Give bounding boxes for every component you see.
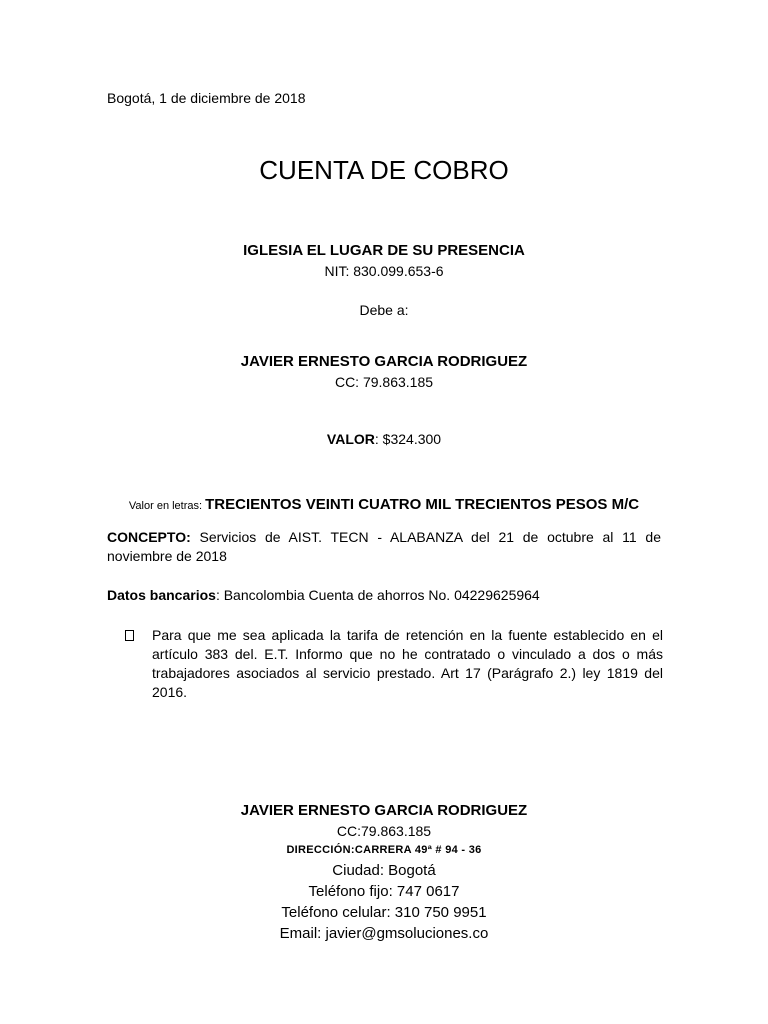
concepto-text: Servicios de AIST. TECN - ALABANZA del 21 de octubre al 11 de noviembre de 2018	[107, 529, 661, 564]
signature-name: JAVIER ERNESTO GARCIA RODRIGUEZ	[240, 802, 528, 819]
datos-bancarios-text: : Bancolombia Cuenta de ahorros No. 04229625964	[215, 587, 540, 603]
note-text: Para que me sea aplicada la tarifa de retención en la fuente establecido en el artículo 383 del. E.T. Informo que no he contratado o vinculado a dos o más trabajadores asociados al servicio prestado. Art 17 (Parágrafo 2.) ley 1819 del 2016.	[152, 627, 663, 700]
debtor-nit: NIT: 830.099.653-6	[324, 263, 444, 279]
note-bullet-item	[125, 626, 663, 702]
valor-letras-line	[0, 496, 768, 513]
concepto-paragraph	[107, 528, 661, 566]
datos-bancarios-paragraph	[107, 586, 661, 605]
signature-cc: CC:79.863.185	[336, 823, 432, 839]
signature-direccion: DIRECCIÓN:CARRERA 49ª # 94 - 36	[286, 844, 482, 856]
valor-amount: : $324.300	[374, 431, 442, 447]
signature-telefono-celular: Teléfono celular: 310 750 9951	[281, 904, 487, 921]
concepto-label: CONCEPTO:	[107, 529, 191, 545]
debtor-name: IGLESIA EL LUGAR DE SU PRESENCIA	[243, 242, 525, 259]
valor-letras-label: Valor en letras:	[128, 500, 206, 512]
debe-a-label: Debe a:	[359, 302, 409, 318]
creditor-name: JAVIER ERNESTO GARCIA RODRIGUEZ	[240, 353, 528, 370]
valor-label: VALOR	[326, 431, 375, 447]
valor-line	[0, 431, 768, 447]
signature-telefono-fijo: Teléfono fijo: 747 0617	[308, 883, 460, 900]
box-glyph-icon	[125, 626, 152, 702]
creditor-cc: CC: 79.863.185	[334, 374, 434, 390]
valor-letras-text: TRECIENTOS VEINTI CUATRO MIL TRECIENTOS PESOS M/C	[205, 496, 640, 513]
date-line: Bogotá, 1 de diciembre de 2018	[107, 90, 306, 106]
document-title: CUENTA DE COBRO	[259, 155, 509, 185]
datos-bancarios-label: Datos bancarios	[107, 587, 216, 603]
signature-ciudad: Ciudad: Bogotá	[332, 862, 436, 879]
signature-email: Email: javier@gmsoluciones.co	[279, 925, 489, 942]
